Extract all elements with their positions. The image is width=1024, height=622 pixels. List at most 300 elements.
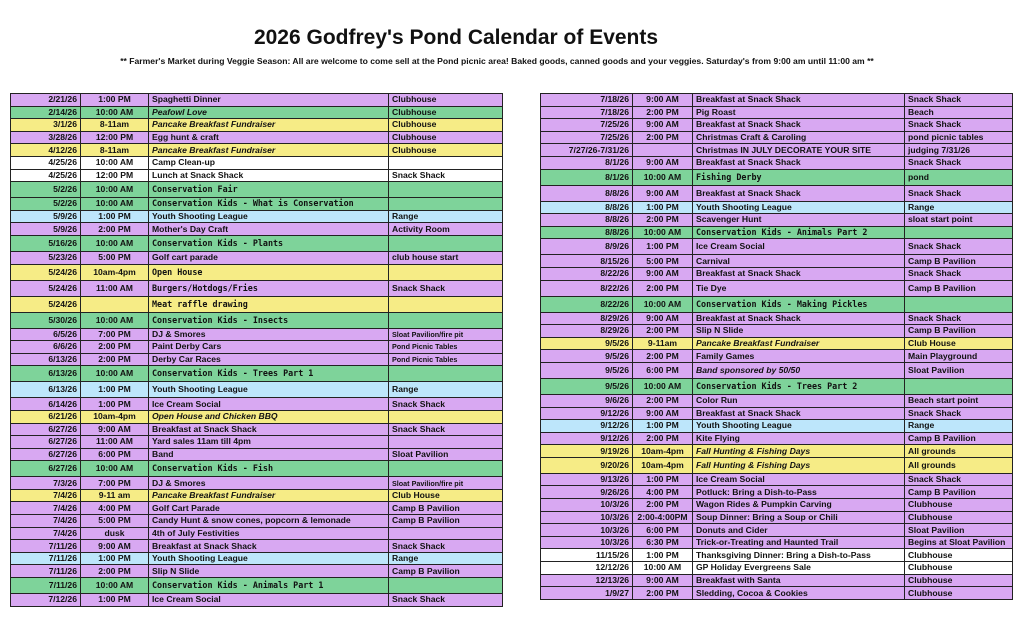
event-time: 1:00 PM bbox=[81, 94, 149, 107]
event-row bbox=[11, 144, 503, 157]
event-time: 1:00 PM bbox=[633, 239, 693, 255]
event-row bbox=[541, 94, 1013, 107]
event-time: 10:00 AM bbox=[633, 226, 693, 239]
event-time: 10:00 AM bbox=[81, 578, 149, 594]
event-time: 2:00 PM bbox=[81, 223, 149, 236]
event-time: 9:00 AM bbox=[81, 423, 149, 436]
event-location: Clubhouse bbox=[905, 499, 1013, 512]
event-date: 8/22/26 bbox=[541, 267, 633, 280]
event-time: 1:00 PM bbox=[633, 473, 693, 486]
event-location: Snack Shack bbox=[389, 540, 503, 553]
event-location: club house start bbox=[389, 251, 503, 264]
event-row bbox=[11, 436, 503, 449]
event-date: 8/1/26 bbox=[541, 169, 633, 185]
event-location: judging 7/31/26 bbox=[905, 144, 1013, 157]
event-date: 8/22/26 bbox=[541, 296, 633, 312]
event-name: Youth Shooting League bbox=[149, 210, 389, 223]
event-time: 10:00 AM bbox=[81, 312, 149, 328]
event-row bbox=[11, 156, 503, 169]
event-date: 9/5/26 bbox=[541, 362, 633, 378]
event-date: 9/12/26 bbox=[541, 432, 633, 445]
event-date: 7/11/26 bbox=[11, 578, 81, 594]
event-time: 9:00 AM bbox=[633, 156, 693, 169]
event-date: 9/6/26 bbox=[541, 394, 633, 407]
event-date: 5/24/26 bbox=[11, 264, 81, 280]
event-row bbox=[541, 337, 1013, 350]
event-row bbox=[541, 350, 1013, 363]
event-row bbox=[11, 328, 503, 341]
event-date: 9/5/26 bbox=[541, 350, 633, 363]
event-name: Carnival bbox=[693, 255, 905, 268]
event-location: Snack Shack bbox=[905, 156, 1013, 169]
event-row bbox=[11, 94, 503, 107]
event-date: 8/1/26 bbox=[541, 156, 633, 169]
event-date: 5/23/26 bbox=[11, 251, 81, 264]
event-row bbox=[11, 594, 503, 607]
event-row bbox=[541, 499, 1013, 512]
event-time: dusk bbox=[81, 527, 149, 540]
event-date: 3/1/26 bbox=[11, 119, 81, 132]
event-location: Sloat Pavilion/fire pit bbox=[389, 328, 503, 341]
event-name: DJ & Smores bbox=[149, 477, 389, 490]
event-name: Egg hunt & craft bbox=[149, 131, 389, 144]
event-time: 7:00 PM bbox=[81, 328, 149, 341]
event-row bbox=[11, 264, 503, 280]
event-name: Potluck: Bring a Dish-to-Pass bbox=[693, 486, 905, 499]
event-time: 10:00 AM bbox=[81, 156, 149, 169]
event-location: Clubhouse bbox=[389, 94, 503, 107]
event-location: Snack Shack bbox=[905, 94, 1013, 107]
event-row bbox=[11, 423, 503, 436]
event-location: Clubhouse bbox=[905, 511, 1013, 524]
event-date: 7/4/26 bbox=[11, 527, 81, 540]
event-location: Camp B Pavilion bbox=[389, 565, 503, 578]
event-name: Derby Car Races bbox=[149, 353, 389, 366]
event-date: 7/11/26 bbox=[11, 565, 81, 578]
event-row bbox=[541, 457, 1013, 473]
event-name: Pancake Breakfast Fundraiser bbox=[149, 489, 389, 502]
event-location: Pond Picnic Tables bbox=[389, 341, 503, 354]
event-time: 10:00 AM bbox=[633, 562, 693, 575]
event-time: 2:00 PM bbox=[81, 565, 149, 578]
event-name: Trick-or-Treating and Haunted Trail bbox=[693, 536, 905, 549]
event-date: 5/24/26 bbox=[11, 280, 81, 296]
event-time: 2:00 PM bbox=[633, 587, 693, 600]
event-date: 7/12/26 bbox=[11, 594, 81, 607]
event-date: 6/13/26 bbox=[11, 366, 81, 382]
event-name: Breakfast at Snack Shack bbox=[693, 156, 905, 169]
event-row bbox=[11, 448, 503, 461]
event-row bbox=[541, 156, 1013, 169]
event-date: 7/25/26 bbox=[541, 119, 633, 132]
event-date: 10/3/26 bbox=[541, 536, 633, 549]
event-date: 9/12/26 bbox=[541, 407, 633, 420]
event-date: 9/5/26 bbox=[541, 337, 633, 350]
event-location: Camp B Pavilion bbox=[905, 325, 1013, 338]
farmers-market-note: ** Farmer's Market during Veggie Season: All are welcome to come sell at the Pond picnic area! Baked goods, canned goods and your veggies. Saturday's from 9:00 am until 11:00 am ** bbox=[120, 56, 874, 66]
event-name: Slip N Slide bbox=[693, 325, 905, 338]
event-location: Snack Shack bbox=[389, 169, 503, 182]
event-time: 12:00 PM bbox=[81, 131, 149, 144]
event-location: Snack Shack bbox=[905, 312, 1013, 325]
event-location: Snack Shack bbox=[905, 407, 1013, 420]
event-time: 10:00 AM bbox=[81, 366, 149, 382]
event-location: Camp B Pavilion bbox=[389, 502, 503, 515]
event-time: 8-11am bbox=[81, 119, 149, 132]
event-name: Conservation Kids - Trees Part 1 bbox=[149, 366, 389, 382]
event-location: Pond Picnic Tables bbox=[389, 353, 503, 366]
event-location: All grounds bbox=[905, 457, 1013, 473]
event-location: Sloat Pavilion bbox=[905, 362, 1013, 378]
event-date: 4/25/26 bbox=[11, 169, 81, 182]
event-location: Sloat Pavilion bbox=[389, 448, 503, 461]
event-time: 10:00 AM bbox=[633, 169, 693, 185]
event-name: Fishing Derby bbox=[693, 169, 905, 185]
event-row bbox=[541, 394, 1013, 407]
event-time: 1:00 PM bbox=[633, 549, 693, 562]
event-row bbox=[11, 235, 503, 251]
event-location: Clubhouse bbox=[389, 119, 503, 132]
event-time: 11:00 AM bbox=[81, 436, 149, 449]
event-row bbox=[541, 169, 1013, 185]
event-location: Camp B Pavilion bbox=[905, 255, 1013, 268]
event-name: Breakfast at Snack Shack bbox=[693, 94, 905, 107]
event-name: 4th of July Festivities bbox=[149, 527, 389, 540]
event-row bbox=[11, 477, 503, 490]
event-time: 6:00 PM bbox=[633, 524, 693, 537]
event-date: 7/4/26 bbox=[11, 515, 81, 528]
event-name: Youth Shooting League bbox=[693, 420, 905, 433]
event-location: Snack Shack bbox=[905, 185, 1013, 201]
event-time: 4:00 PM bbox=[81, 502, 149, 515]
event-time: 10:00 AM bbox=[633, 296, 693, 312]
event-location: Snack Shack bbox=[905, 119, 1013, 132]
event-time: 2:00 PM bbox=[81, 353, 149, 366]
event-date: 8/29/26 bbox=[541, 312, 633, 325]
event-row bbox=[11, 515, 503, 528]
event-time: 10am-4pm bbox=[633, 445, 693, 458]
event-time: 2:00 PM bbox=[633, 499, 693, 512]
event-row bbox=[541, 226, 1013, 239]
event-date: 9/26/26 bbox=[541, 486, 633, 499]
event-date: 6/13/26 bbox=[11, 353, 81, 366]
event-time: 9:00 AM bbox=[633, 185, 693, 201]
event-location bbox=[389, 410, 503, 423]
event-name: Kite Flying bbox=[693, 432, 905, 445]
event-date: 2/14/26 bbox=[11, 106, 81, 119]
event-location bbox=[389, 264, 503, 280]
event-name: Ice Cream Social bbox=[693, 473, 905, 486]
events-table-right bbox=[540, 93, 1013, 600]
event-location: Clubhouse bbox=[905, 587, 1013, 600]
event-location bbox=[389, 527, 503, 540]
event-name: Breakfast at Snack Shack bbox=[693, 312, 905, 325]
event-name: Donuts and Cider bbox=[693, 524, 905, 537]
event-date: 10/3/26 bbox=[541, 524, 633, 537]
event-date: 8/29/26 bbox=[541, 325, 633, 338]
event-name: Conservation Kids - Plants bbox=[149, 235, 389, 251]
event-time: 6:00 PM bbox=[633, 362, 693, 378]
event-time: 10:00 AM bbox=[81, 182, 149, 198]
event-location bbox=[389, 296, 503, 312]
event-date: 8/22/26 bbox=[541, 280, 633, 296]
event-date: 6/13/26 bbox=[11, 382, 81, 398]
event-time: 2:00-4:00PM bbox=[633, 511, 693, 524]
event-name: Mother's Day Craft bbox=[149, 223, 389, 236]
event-date: 5/2/26 bbox=[11, 182, 81, 198]
event-row bbox=[11, 312, 503, 328]
event-row bbox=[541, 144, 1013, 157]
event-row bbox=[541, 185, 1013, 201]
event-time: 6:00 PM bbox=[81, 448, 149, 461]
event-location bbox=[389, 436, 503, 449]
event-date: 6/27/26 bbox=[11, 461, 81, 477]
event-name: Conservation Kids - Fish bbox=[149, 461, 389, 477]
event-row bbox=[541, 296, 1013, 312]
event-time: 12:00 PM bbox=[81, 169, 149, 182]
event-date: 7/4/26 bbox=[11, 489, 81, 502]
event-date: 7/27/26-7/31/26 bbox=[541, 144, 633, 157]
event-date: 8/8/26 bbox=[541, 214, 633, 227]
event-time: 9:00 AM bbox=[633, 94, 693, 107]
event-location bbox=[905, 378, 1013, 394]
event-date: 4/12/26 bbox=[11, 144, 81, 157]
event-date: 3/28/26 bbox=[11, 131, 81, 144]
event-time: 2:00 PM bbox=[633, 280, 693, 296]
event-location: Range bbox=[389, 210, 503, 223]
event-location: Snack Shack bbox=[389, 594, 503, 607]
event-time: 10am-4pm bbox=[81, 264, 149, 280]
event-name: Conservation Kids - What is Conservation bbox=[149, 198, 389, 211]
event-name: Band sponsored by 50/50 bbox=[693, 362, 905, 378]
event-date: 1/9/27 bbox=[541, 587, 633, 600]
event-date: 8/8/26 bbox=[541, 185, 633, 201]
event-name: Pancake Breakfast Fundraiser bbox=[149, 144, 389, 157]
event-location bbox=[389, 366, 503, 382]
event-location: Snack Shack bbox=[389, 280, 503, 296]
event-time: 9:00 AM bbox=[81, 540, 149, 553]
event-location: Sloat Pavilion bbox=[905, 524, 1013, 537]
event-location: Camp B Pavilion bbox=[905, 486, 1013, 499]
event-row bbox=[11, 223, 503, 236]
event-row bbox=[541, 549, 1013, 562]
event-name: Breakfast at Snack Shack bbox=[149, 423, 389, 436]
event-time: 2:00 PM bbox=[633, 350, 693, 363]
event-name: Ice Cream Social bbox=[693, 239, 905, 255]
event-date: 9/13/26 bbox=[541, 473, 633, 486]
event-time: 1:00 PM bbox=[81, 210, 149, 223]
event-row bbox=[11, 461, 503, 477]
event-time: 9:00 AM bbox=[633, 574, 693, 587]
events-table-left bbox=[10, 93, 503, 607]
event-location bbox=[389, 156, 503, 169]
event-row bbox=[541, 280, 1013, 296]
event-time: 2:00 PM bbox=[633, 432, 693, 445]
event-time: 2:00 PM bbox=[633, 131, 693, 144]
event-time: 10am-4pm bbox=[81, 410, 149, 423]
event-row bbox=[541, 587, 1013, 600]
event-date: 8/8/26 bbox=[541, 226, 633, 239]
event-row bbox=[541, 378, 1013, 394]
event-name: Ice Cream Social bbox=[149, 594, 389, 607]
event-name: Peafowl Love bbox=[149, 106, 389, 119]
event-row bbox=[541, 445, 1013, 458]
event-time: 10:00 AM bbox=[81, 198, 149, 211]
event-row bbox=[541, 432, 1013, 445]
event-location: Range bbox=[389, 552, 503, 565]
event-name: Scavenger Hunt bbox=[693, 214, 905, 227]
event-name: Breakfast with Santa bbox=[693, 574, 905, 587]
event-time: 5:00 PM bbox=[81, 251, 149, 264]
event-row bbox=[11, 119, 503, 132]
event-row bbox=[11, 565, 503, 578]
event-row bbox=[11, 182, 503, 198]
event-row bbox=[11, 527, 503, 540]
event-date: 2/21/26 bbox=[11, 94, 81, 107]
event-time: 5:00 PM bbox=[81, 515, 149, 528]
event-row bbox=[541, 131, 1013, 144]
event-name: Pancake Breakfast Fundraiser bbox=[149, 119, 389, 132]
event-name: Conservation Fair bbox=[149, 182, 389, 198]
event-date: 5/2/26 bbox=[11, 198, 81, 211]
event-time: 2:00 PM bbox=[633, 214, 693, 227]
event-name: Ice Cream Social bbox=[149, 398, 389, 411]
event-location: Range bbox=[905, 420, 1013, 433]
event-date: 5/30/26 bbox=[11, 312, 81, 328]
event-location: Camp B Pavilion bbox=[905, 432, 1013, 445]
event-name: Christmas IN JULY DECORATE YOUR SITE bbox=[693, 144, 905, 157]
event-time: 7:00 PM bbox=[81, 477, 149, 490]
event-row bbox=[11, 341, 503, 354]
event-row bbox=[11, 251, 503, 264]
event-time: 9-11am bbox=[633, 337, 693, 350]
event-row bbox=[11, 280, 503, 296]
event-date: 9/12/26 bbox=[541, 420, 633, 433]
event-date: 7/11/26 bbox=[11, 540, 81, 553]
event-time: 9:00 AM bbox=[633, 407, 693, 420]
event-row bbox=[541, 214, 1013, 227]
event-date: 6/6/26 bbox=[11, 341, 81, 354]
event-location: pond bbox=[905, 169, 1013, 185]
event-location: Sloat Pavilion/fire pit bbox=[389, 477, 503, 490]
event-time: 5:00 PM bbox=[633, 255, 693, 268]
event-location: Club House bbox=[389, 489, 503, 502]
event-row bbox=[11, 106, 503, 119]
event-row bbox=[11, 502, 503, 515]
event-row bbox=[11, 353, 503, 366]
event-row bbox=[11, 382, 503, 398]
event-location: Begins at Sloat Pavilion bbox=[905, 536, 1013, 549]
page-title: 2026 Godfrey's Pond Calendar of Events bbox=[253, 26, 659, 49]
event-date: 11/15/26 bbox=[541, 549, 633, 562]
event-date: 5/24/26 bbox=[11, 296, 81, 312]
event-time bbox=[633, 144, 693, 157]
event-date: 4/25/26 bbox=[11, 156, 81, 169]
event-location: Snack Shack bbox=[389, 423, 503, 436]
event-row bbox=[11, 398, 503, 411]
event-name: Fall Hunting & Fishing Days bbox=[693, 457, 905, 473]
event-location bbox=[389, 235, 503, 251]
event-time: 9:00 AM bbox=[633, 312, 693, 325]
event-time: 9-11 am bbox=[81, 489, 149, 502]
event-name: Burgers/Hotdogs/Fries bbox=[149, 280, 389, 296]
event-row bbox=[541, 106, 1013, 119]
event-name: DJ & Smores bbox=[149, 328, 389, 341]
event-row bbox=[11, 540, 503, 553]
event-location: Activity Room bbox=[389, 223, 503, 236]
event-date: 6/21/26 bbox=[11, 410, 81, 423]
event-row bbox=[11, 198, 503, 211]
event-location: Range bbox=[389, 382, 503, 398]
event-time: 2:00 PM bbox=[633, 106, 693, 119]
event-name: Golf Cart Parade bbox=[149, 502, 389, 515]
event-name: Color Run bbox=[693, 394, 905, 407]
event-location bbox=[389, 198, 503, 211]
event-row bbox=[541, 407, 1013, 420]
event-time: 8-11am bbox=[81, 144, 149, 157]
event-row bbox=[541, 255, 1013, 268]
event-row bbox=[541, 239, 1013, 255]
event-name: Conservation Kids - Insects bbox=[149, 312, 389, 328]
event-date: 7/18/26 bbox=[541, 94, 633, 107]
event-location: Clubhouse bbox=[905, 574, 1013, 587]
event-row bbox=[11, 296, 503, 312]
event-name: Breakfast at Snack Shack bbox=[693, 119, 905, 132]
event-time: 1:00 PM bbox=[81, 552, 149, 565]
event-time bbox=[81, 296, 149, 312]
event-location: Snack Shack bbox=[905, 267, 1013, 280]
event-location: All grounds bbox=[905, 445, 1013, 458]
event-time: 10:00 AM bbox=[81, 461, 149, 477]
event-time: 6:30 PM bbox=[633, 536, 693, 549]
event-time: 10:00 AM bbox=[633, 378, 693, 394]
event-time: 10:00 AM bbox=[81, 235, 149, 251]
event-location: Clubhouse bbox=[389, 106, 503, 119]
event-date: 9/19/26 bbox=[541, 445, 633, 458]
event-row bbox=[541, 325, 1013, 338]
event-name: Spaghetti Dinner bbox=[149, 94, 389, 107]
event-name: Golf cart parade bbox=[149, 251, 389, 264]
event-date: 7/4/26 bbox=[11, 502, 81, 515]
event-date: 9/20/26 bbox=[541, 457, 633, 473]
event-name: Open House bbox=[149, 264, 389, 280]
event-name: Youth Shooting League bbox=[149, 382, 389, 398]
event-location: Clubhouse bbox=[905, 562, 1013, 575]
event-date: 7/25/26 bbox=[541, 131, 633, 144]
event-location bbox=[389, 578, 503, 594]
event-location: Beach start point bbox=[905, 394, 1013, 407]
event-date: 7/3/26 bbox=[11, 477, 81, 490]
event-date: 8/8/26 bbox=[541, 201, 633, 214]
event-name: Youth Shooting League bbox=[693, 201, 905, 214]
event-location bbox=[389, 182, 503, 198]
event-date: 9/5/26 bbox=[541, 378, 633, 394]
event-date: 6/27/26 bbox=[11, 436, 81, 449]
event-date: 12/13/26 bbox=[541, 574, 633, 587]
event-row bbox=[11, 131, 503, 144]
event-row bbox=[541, 574, 1013, 587]
event-name: Meat raffle drawing bbox=[149, 296, 389, 312]
event-location: Snack Shack bbox=[905, 239, 1013, 255]
event-row bbox=[541, 119, 1013, 132]
event-date: 5/9/26 bbox=[11, 210, 81, 223]
event-row bbox=[541, 267, 1013, 280]
event-name: Candy Hunt & snow cones, popcorn & lemonade bbox=[149, 515, 389, 528]
event-time: 1:00 PM bbox=[81, 594, 149, 607]
event-row bbox=[541, 536, 1013, 549]
event-name: Soup Dinner: Bring a Soup or Chili bbox=[693, 511, 905, 524]
event-date: 12/12/26 bbox=[541, 562, 633, 575]
